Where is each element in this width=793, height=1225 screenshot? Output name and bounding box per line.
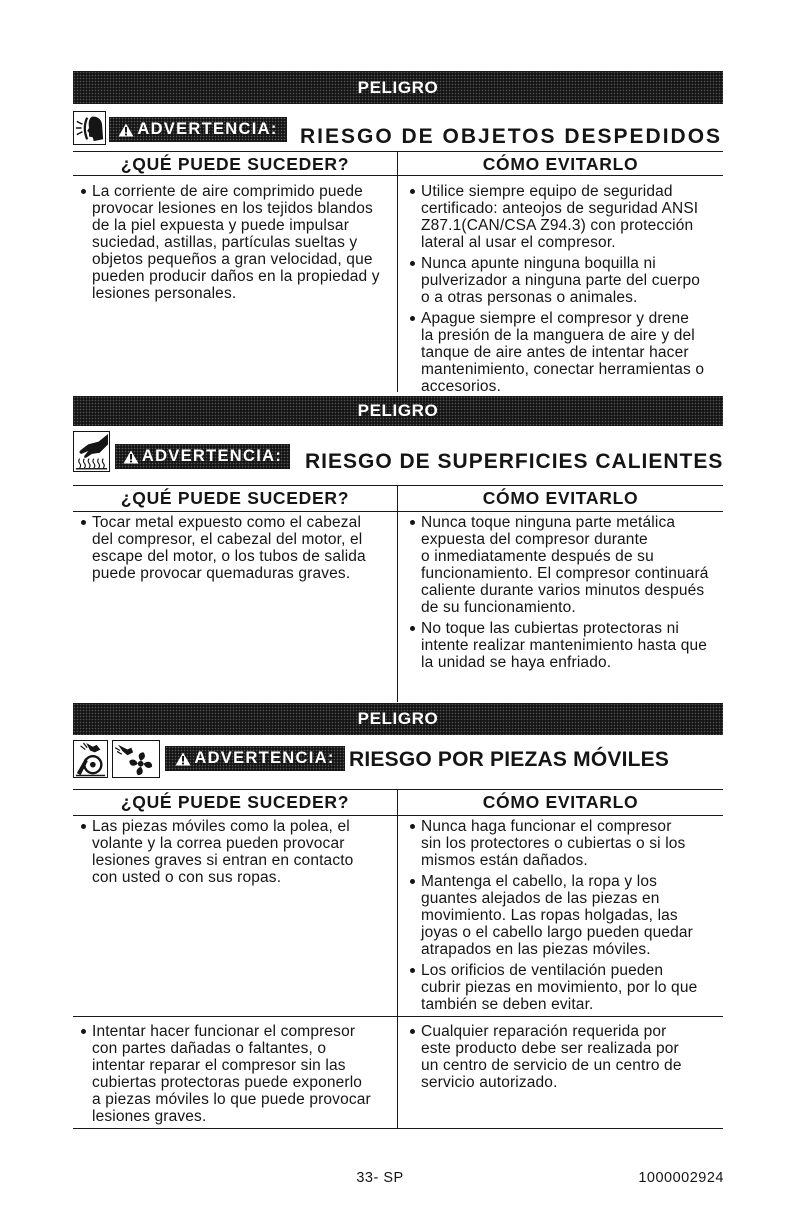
face-shield-icon <box>74 112 105 144</box>
danger-banner-1 <box>73 71 723 104</box>
column-header-what-can-happen: ¿QUÉ PUEDE SUCEDER? <box>120 488 350 508</box>
warning-label: ADVERTENCIA: <box>137 120 278 138</box>
column-divider <box>397 789 398 1129</box>
column-header-how-to-avoid: CÓMO EVITARLO <box>482 488 639 508</box>
how-to-avoid-column <box>409 818 721 1017</box>
warning-triangle-icon <box>123 450 139 464</box>
list-item: Nunca toque ninguna parte metálica expuesta del compresor durante o inmediatamente después de su funcionamiento. El compresor continuará caliente durante varios minutos después de su funcionamiento. <box>409 514 721 616</box>
list-item: Las piezas móviles como la polea, el volante y la correa pueden provocar lesiones graves si entran en contacto con usted o con sus ropas. <box>80 818 392 886</box>
hot-surface-burn-icon <box>73 431 110 472</box>
list-item: Utilice siempre equipo de seguridad certificado: anteojos de seguridad ANSI Z87.1(CAN/CSA Z94.3) con protección lateral al usar el compresor. <box>409 183 721 251</box>
what-can-happen-column <box>80 514 392 586</box>
warning-label-box <box>115 444 290 469</box>
column-divider <box>397 485 398 702</box>
how-to-avoid-column <box>409 514 721 675</box>
fan-hand-hazard-icon <box>112 740 160 778</box>
danger-banner-text: PELIGRO <box>357 401 439 420</box>
danger-banner-3 <box>73 703 723 735</box>
page-number: 33- SP <box>356 1170 404 1186</box>
row-separator-rule <box>73 1016 723 1017</box>
danger-banner-text: PELIGRO <box>357 709 439 728</box>
column-header-how-to-avoid: CÓMO EVITARLO <box>482 792 639 812</box>
pulley-hand-hazard-icon <box>73 740 108 778</box>
list-item: Nunca haga funcionar el compresor sin los protectores o cubiertas o si los mismos están dañados. <box>409 818 721 869</box>
fan-icon <box>113 741 159 777</box>
warning-label: ADVERTENCIA: <box>141 447 283 465</box>
table-bottom-rule <box>73 1128 723 1129</box>
column-header-what-can-happen: ¿QUÉ PUEDE SUCEDER? <box>120 792 350 812</box>
list-item: La corriente de aire comprimido puede provocar lesiones en los tejidos blandos de la piel expuesta y puede impulsar suciedad, astillas, partículas sueltas y objetos pequeños a gran velocidad, que pueden producir daños en la propiedad y lesiones personales. <box>80 183 392 302</box>
warning-triangle-icon <box>118 123 134 137</box>
warning-triangle-icon <box>175 752 191 766</box>
danger-banner-2 <box>73 396 723 426</box>
what-can-happen-column <box>80 818 392 890</box>
column-header-what-can-happen: ¿QUÉ PUEDE SUCEDER? <box>120 154 350 174</box>
column-header-how-to-avoid: CÓMO EVITARLO <box>482 154 639 174</box>
list-item: Apague siempre el compresor y drene la presión de la manguera de aire y del tanque de aire antes de intentar hacer mantenimiento, conectar herramientas o accesorios. <box>409 310 721 395</box>
hazard-title: RIESGO POR PIEZAS MÓVILES <box>349 748 670 771</box>
danger-banner-text: PELIGRO <box>357 77 439 97</box>
list-item: Mantenga el cabello, la ropa y los guantes alejados de las piezas en movimiento. Las ropas holgadas, las joyas o el cabello largo pueden quedar atrapados en las piezas móviles. <box>409 873 721 958</box>
document-number: 1000002924 <box>638 1170 724 1186</box>
flying-debris-face-shield-icon <box>73 111 106 145</box>
list-item: Cualquier reparación requerida por este producto debe ser realizada por un centro de servicio de un centro de servicio autorizado. <box>409 1023 721 1091</box>
what-can-happen-column <box>80 1023 392 1129</box>
what-can-happen-column <box>80 183 392 306</box>
warning-label: ADVERTENCIA: <box>194 749 335 767</box>
list-item: No toque las cubiertas protectoras ni intente realizar mantenimiento hasta que la unidad se haya enfriado. <box>409 620 721 671</box>
list-item: Nunca apunte ninguna boquilla ni pulverizador a ninguna parte del cuerpo o a otras personas o animales. <box>409 255 721 306</box>
pulley-icon <box>74 741 107 777</box>
list-item: Tocar metal expuesto como el cabezal del compresor, el cabezal del motor, el escape del motor, o los tubos de salida puede provocar quemaduras graves. <box>80 514 392 582</box>
list-item: Intentar hacer funcionar el compresor con partes dañadas o faltantes, o intentar reparar el compresor sin las cubiertas protectoras puede exponerlo a piezas móviles lo que puede provocar lesiones graves. <box>80 1023 392 1125</box>
hazard-title: RIESGO DE SUPERFICIES CALIENTES <box>305 450 724 473</box>
warning-label-box <box>109 117 287 142</box>
how-to-avoid-column <box>409 183 721 399</box>
hazard-title: RIESGO DE OBJETOS DESPEDIDOS <box>300 125 723 148</box>
column-divider <box>397 151 398 392</box>
burning-hand-icon <box>74 432 109 471</box>
list-item: Los orificios de ventilación pueden cubrir piezas en movimiento, por lo que también se deben evitar. <box>409 962 721 1013</box>
warning-label-box <box>165 746 345 771</box>
how-to-avoid-column <box>409 1023 721 1095</box>
